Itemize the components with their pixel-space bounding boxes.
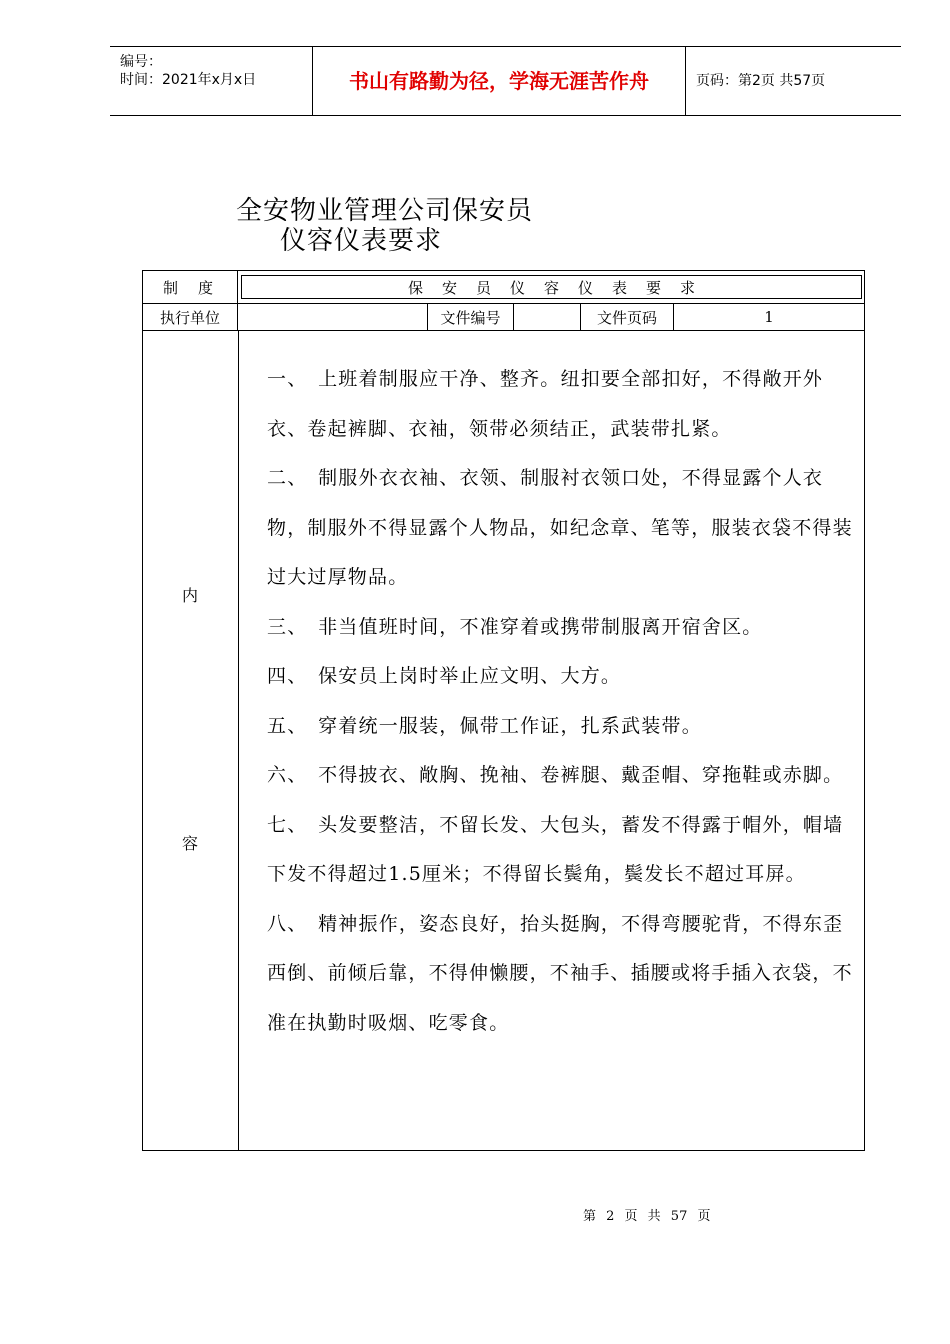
content-label-1: 内: [182, 586, 199, 605]
content-item-6: 六、 不得披衣、敞胸、挽袖、卷裤腿、戴歪帽、穿拖鞋或赤脚。: [267, 764, 844, 786]
header-meta: [110, 47, 313, 115]
header-page-label: 页码：第2页 共57页: [696, 73, 826, 89]
exec-unit-value: [238, 304, 428, 330]
table-row-meta: [143, 304, 864, 331]
system-label: 制度: [143, 271, 238, 303]
content-item-7: 七、 头发要整洁，不留长发、大包头，蓄发不得露于帽外，帽墙下发不得超过1.5厘米；不得留长鬓角，鬓发长不超过耳屏。: [267, 813, 844, 885]
document-title: [236, 196, 533, 256]
regulation-table: [142, 270, 865, 1151]
page-footer: 第 2 页 共 57 页: [583, 1209, 711, 1224]
content-item-5: 五、 穿着统一服装，佩带工作证，扎系武装带。: [267, 714, 702, 737]
number-label: 编号：: [120, 54, 162, 70]
system-value: 保安员仪容仪表要求: [241, 275, 862, 299]
content-item-1: 一、 上班着制服应干净、整齐。纽扣要全部扣好，不得敞开外衣、卷起裤脚、衣袖，领带必须结正，武装带扎紧。: [267, 368, 824, 440]
header-motto: 书山有路勤为径，学海无涯苦作舟: [313, 47, 686, 115]
content-body: [267, 355, 857, 1048]
content-item-3: 三、 非当值班时间，不准穿着或携带制服离开宿舍区。: [267, 615, 763, 638]
content-label-2: 容: [182, 834, 199, 853]
title-line-1: 全安物业管理公司保安员: [236, 196, 534, 226]
content-item-2: 二、 制服外衣衣袖、衣领、制服衬衣领口处，不得显露个人衣物，制服外不得显露个人物品，如纪念章、笔等，服装衣袋不得装过大过厚物品。: [267, 467, 853, 588]
doc-no-value: [514, 304, 581, 330]
page-header: [110, 46, 901, 116]
table-row-content: [143, 331, 864, 1150]
exec-unit-label: 执行单位: [143, 304, 238, 330]
title-line-2: 仪容仪表要求: [280, 226, 443, 256]
date-label: 时间：2021年x月x日: [120, 72, 257, 88]
doc-page-label: 文件页码: [581, 304, 674, 330]
table-row-system: [143, 271, 864, 304]
content-label-cell: [143, 331, 239, 1150]
content-item-8: 八、 精神振作，姿态良好，抬头挺胸，不得弯腰驼背，不得东歪西倒、前倾后靠，不得伸懒腰，不袖手、插腰或将手插入衣袋，不准在执勤时吸烟、吃零食。: [267, 912, 853, 1034]
doc-page-value: 1: [764, 308, 774, 326]
content-item-4: 四、 保安员上岗时举止应文明、大方。: [267, 665, 622, 687]
doc-no-label: 文件编号: [428, 304, 514, 330]
